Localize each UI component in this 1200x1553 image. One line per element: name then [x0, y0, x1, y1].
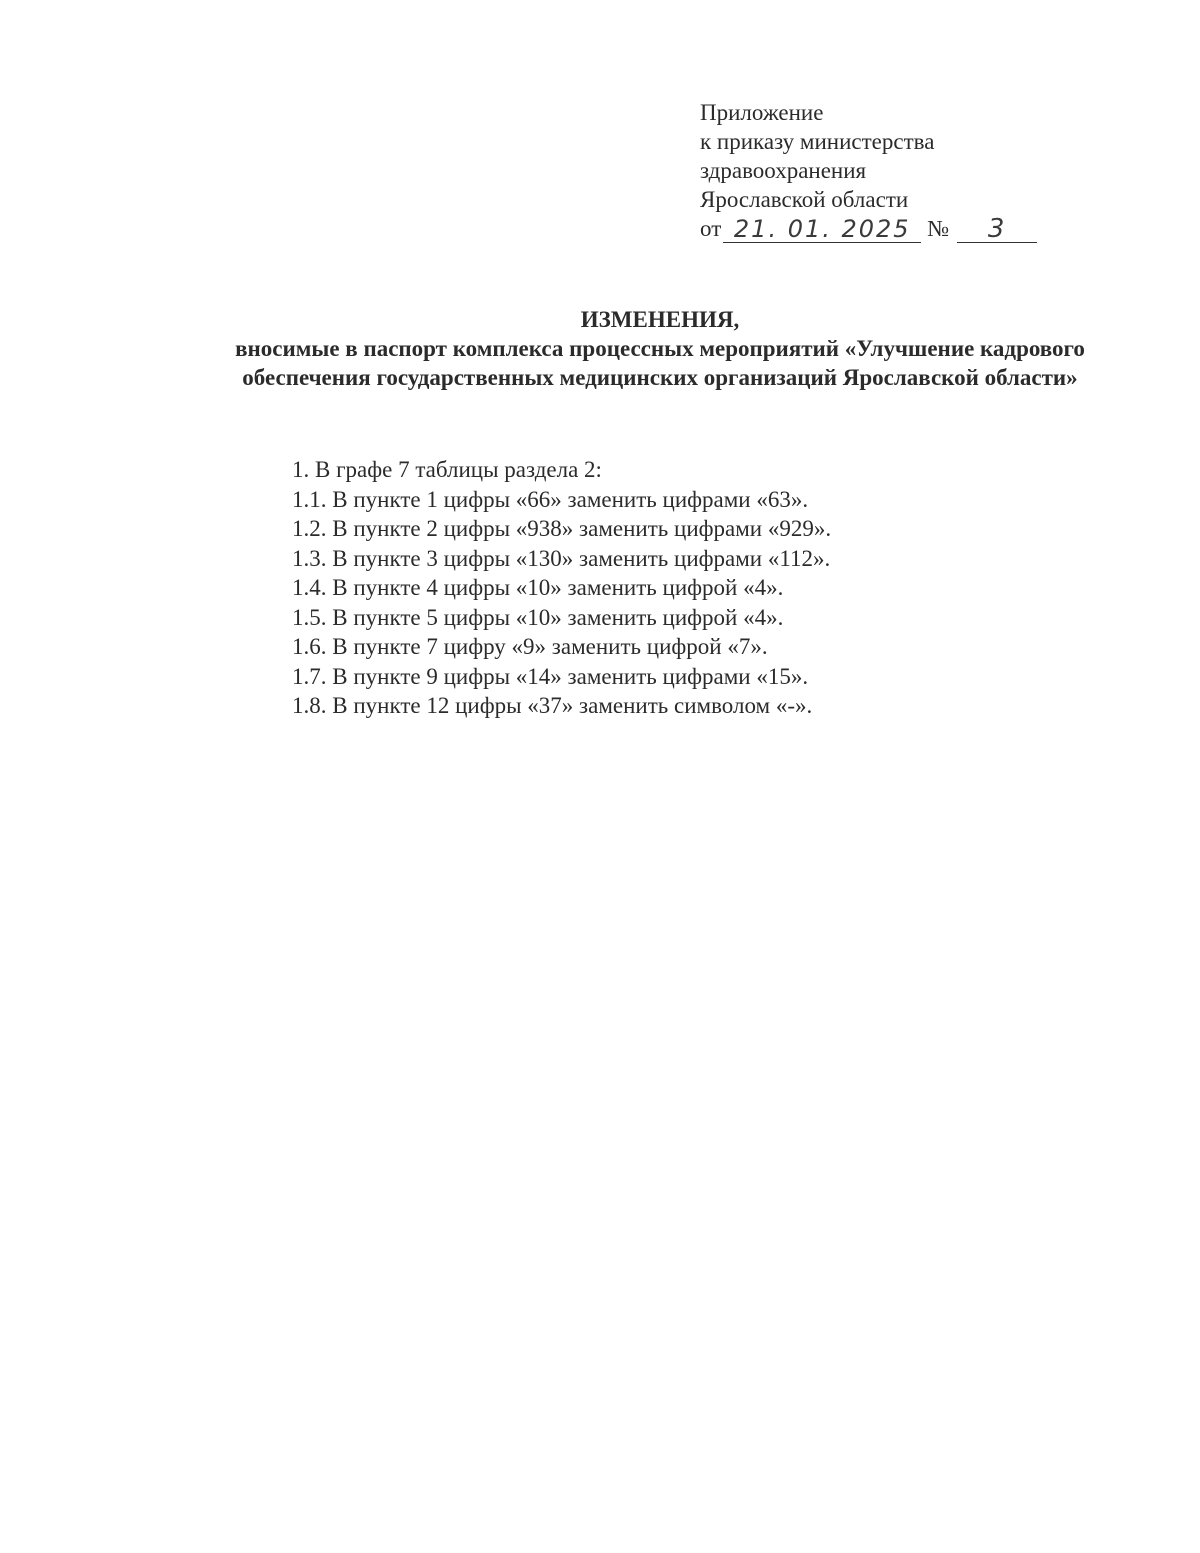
list-item: 1.7. В пункте 9 цифры «14» заменить цифрами «15». [292, 663, 809, 689]
title-subtitle: вносимые в паспорт комплекса процессных мероприятий «Улучшение кадрового обеспечения государственных медицинских организаций Ярославской области» [235, 336, 1085, 390]
appendix-line: к приказу министерства [700, 129, 935, 154]
handwritten-number: 3 [957, 216, 1037, 243]
list-item: 1.8. В пункте 12 цифры «37» заменить символом «-». [292, 693, 813, 718]
list-item: 1.2. В пункте 2 цифры «938» заменить цифрами «929». [292, 516, 832, 541]
order-date-number [700, 214, 1080, 243]
handwritten-date: 21. 01. 2025 [723, 216, 921, 243]
appendix-line: Приложение [700, 100, 824, 125]
changes-list [292, 455, 1012, 721]
list-item: 1.1. В пункте 1 цифры «66» заменить цифрами «63». [292, 486, 809, 512]
appendix-line: Ярославской области [700, 187, 909, 212]
appendix-line: здравоохранения [700, 158, 867, 183]
number-sign: № [927, 216, 950, 241]
list-item: 1. В графе 7 таблицы раздела 2: [292, 457, 602, 482]
list-item: 1.6. В пункте 7 цифру «9» заменить цифрой «7». [292, 634, 768, 659]
title-heading: ИЗМЕНЕНИЯ, [580, 307, 740, 332]
appendix-block [700, 98, 1080, 243]
list-item: 1.4. В пункте 4 цифры «10» заменить цифрой «4». [292, 575, 784, 600]
document-title [230, 305, 1090, 392]
date-prefix: от [700, 216, 722, 241]
list-item: 1.5. В пункте 5 цифры «10» заменить цифрой «4». [292, 604, 784, 630]
list-item: 1.3. В пункте 3 цифры «130» заменить цифрами «112». [292, 545, 831, 571]
